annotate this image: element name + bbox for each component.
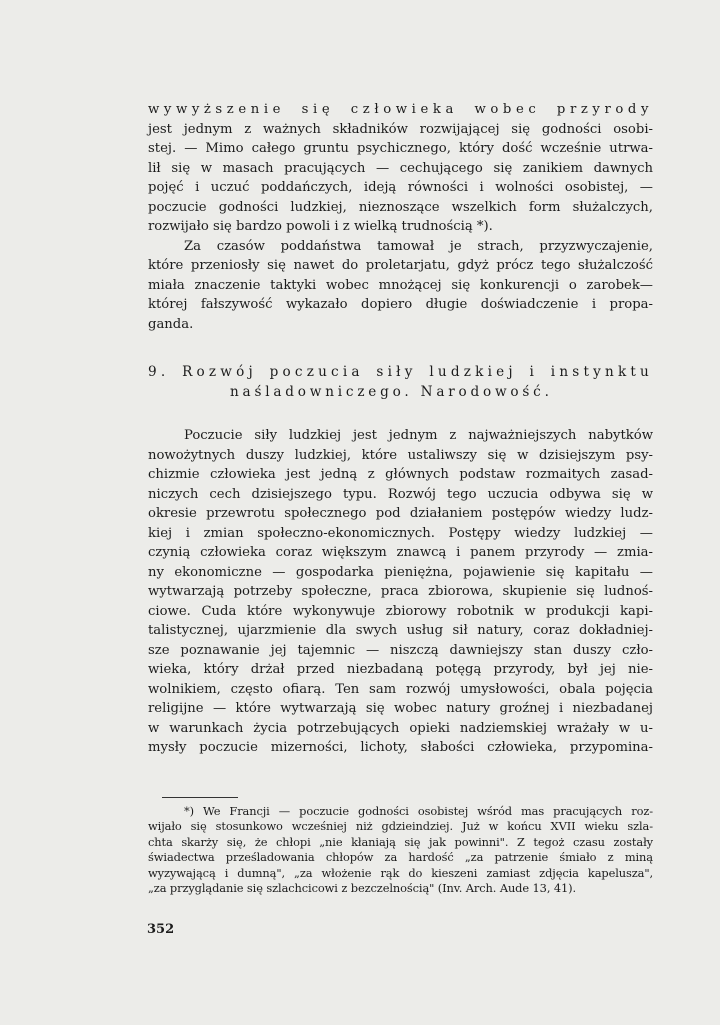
text-line: której fałszywość wykazało dopiero długie doświadczenie i propa- [148,297,653,312]
footnote-line: chta skarży się, że chłopi „nie kłaniają się jak powinni". Z tegoż czasu zostały [148,834,653,849]
footnote-line: „za przyglądanie się szlachcicowi z bezczelnością" (Inv. Arch. Aude 13, 41). [148,881,577,896]
paragraph-3 [148,426,653,758]
body-text [148,100,653,758]
text-line: ciowe. Cuda które wykonywuje zbiorowy robotnik w produkcji kapi- [148,603,653,619]
text-line: wywyższenie się człowieka wobec przyrody [148,102,653,117]
text-line: wytwarzają potrzeby społeczne, praca zbiorowa, skupienie się ludnoś- [148,584,653,599]
text-line: wieka, który drżał przed niezbadaną potęgą przyrody, był jej nie- [148,662,653,677]
heading-line-2: naśladowniczego. Narodowość. [230,384,553,400]
text-line: Poczucie siły ludzkiej jest jednym z najważniejszych nabytków [184,428,653,443]
footnote-line: świadectwa prześladowania chłopów za hardość „za patrzenie śmiało z miną [148,850,653,865]
footnote-divider [162,797,238,798]
text-line: czynią człowieka coraz większym znawcą i panem przyrody — zmia- [148,545,653,560]
text-line: stej. — Mimo całego gruntu psychicznego, który dość wcześnie utrwa- [148,141,653,156]
text-line: chizmie człowieka jest jedną z głównych podstaw rozmaitych zasad- [148,467,653,482]
text-line: religijne — które wytwarzają się wobec natury groźnej i niezbadanej [148,701,653,716]
text-line: jest jednym z ważnych składników rozwijającej się godności osobi- [148,121,653,137]
text-line: nowożytnych duszy ludzkiej, które ustaliwszy się w dzisiejszym psy- [148,447,653,463]
text-line: które przeniosły się nawet do proletarjatu, gdyż prócz tego służalczość [148,258,653,273]
text-line: sze poznawanie jej tajemnic — niszczą dawniejszy stan duszy czło- [148,642,653,658]
text-line: miała znaczenie taktyki wobec mnożącej się konkurencji o zarobek— [148,277,653,293]
text-line: poczucie godności ludzkiej, nieznoszące wszelkich form służalczych, [148,199,653,215]
section-heading [148,362,653,402]
text-line: ganda. [148,316,194,332]
text-line: niczych cech dzisiejszego typu. Rozwój tego uczucia odbywa się w [148,486,653,502]
heading-line-1: 9. Rozwój poczucia siły ludzkiej i instynktu [148,364,653,380]
text-line: talistycznej, ujarzmienie dla swych usług sił natury, coraz dokładniej- [148,623,653,638]
text-line: mysły poczucie mizerności, lichoty, słabości człowieka, przypomina- [148,740,653,755]
text-line: wolnikiem, często ofiarą. Ten sam rozwój umysłowości, obala pojęcia [148,681,653,697]
footnote-line: wijało się stosunkowo wcześniej niż gdzieindziej. Już w końcu XVII wieku szla- [148,819,653,834]
page-number: 352 [147,922,175,937]
paragraph-2 [148,237,653,335]
footnote [148,804,653,896]
footnote-line: wyzywającą i dumną", „za włożenie rąk do kieszeni zamiast zdjęcia kapelusza", [148,865,653,880]
text-line: kiej i zmian społeczno-ekonomicznych. Postępy wiedzy ludzkiej — [148,525,653,541]
paragraph-1 [148,100,653,237]
text-line: Za czasów poddaństwa tamował je strach, przyzwyczajenie, [184,238,653,254]
text-line: lił się w masach pracujących — cechującego się zanikiem dawnych [148,160,653,176]
text-line: okresie przewrotu społecznego pod działaniem postępów wiedzy ludz- [148,506,653,521]
text-line: pojęć i uczuć poddańczych, ideją równości i wolności osobistej, — [148,180,653,195]
text-line: ny ekonomiczne — gospodarka pieniężna, pojawienie się kapitału — [148,564,653,580]
text-line: w warunkach życia potrzebujących opieki nadziemskiej wrażały w u- [148,720,653,736]
footnote-line: *) We Francji — poczucie godności osobistej wśród mas pracujących roz- [184,804,653,818]
text-line: rozwijało się bardzo powoli i z wielką trudnością *). [148,219,493,234]
